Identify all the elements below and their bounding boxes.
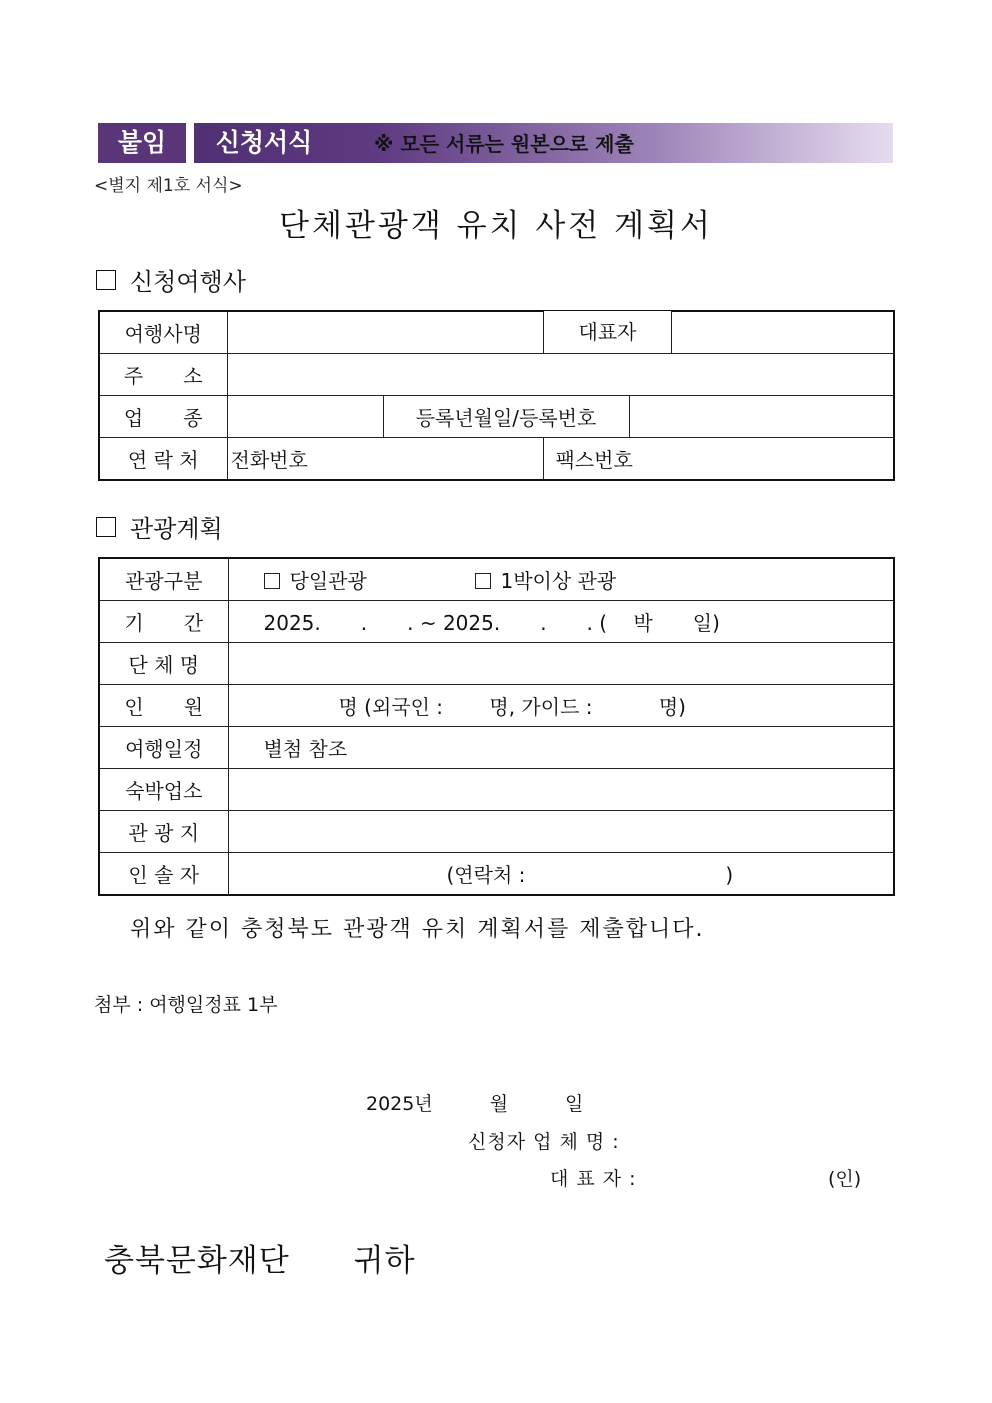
table-row: [99, 558, 894, 601]
representative-field[interactable]: [669, 311, 894, 354]
recipient: 충북문화재단 귀하: [104, 1243, 416, 1279]
agency-table: [98, 310, 895, 481]
table-row: [99, 311, 894, 354]
period-field[interactable]: 2025. . . ~ 2025. . . ( 박 일): [228, 601, 894, 643]
originals-notice: ※ 모든 서류는 원본으로 제출: [374, 132, 634, 156]
day-trip-checkbox[interactable]: [264, 573, 280, 589]
submission-statement: 위와 같이 충청북도 관광객 유치 계획서를 제출합니다.: [130, 917, 705, 942]
group-name-field[interactable]: [228, 643, 894, 685]
itinerary-label: 여행일정: [99, 727, 228, 769]
overnight-option[interactable]: [475, 569, 617, 593]
business-type-label: 업 종: [99, 396, 227, 438]
seal-mark: (인): [828, 1168, 862, 1190]
day-trip-label: 당일관광: [289, 569, 367, 593]
fax-label: 팩스번호: [555, 448, 633, 472]
section-agency-heading: [96, 262, 246, 297]
address-field[interactable]: [227, 354, 894, 396]
table-row: [99, 685, 894, 727]
page-title: 단체관광객 유치 사전 계획서: [279, 208, 713, 244]
checkbox-square-icon: [96, 270, 116, 290]
leader-label: 인 솔 자: [99, 853, 228, 896]
phone-label: 전화번호: [230, 448, 308, 472]
fax-field[interactable]: [543, 438, 894, 481]
section-agency-title: 신청여행사: [130, 268, 246, 296]
phone-field[interactable]: [227, 438, 543, 481]
registration-field[interactable]: [629, 396, 894, 438]
lodging-field[interactable]: [228, 769, 894, 811]
members-label: 인 원: [99, 685, 228, 727]
business-type-field[interactable]: [227, 396, 383, 438]
overnight-label: 1박이상 관광: [500, 569, 617, 593]
table-row: [99, 811, 894, 853]
table-row: [99, 727, 894, 769]
date-line: 2025년 월 일: [366, 1093, 584, 1115]
applicant-representative-label: 대 표 자 :: [550, 1168, 637, 1190]
tour-type-label: 관광구분: [99, 558, 228, 601]
table-row: [99, 354, 894, 396]
sights-field[interactable]: [228, 811, 894, 853]
table-row: [99, 853, 894, 896]
tab-divider: [186, 123, 194, 163]
registration-label: 등록년월일/등록번호: [383, 396, 629, 438]
contact-label: 연 락 처: [99, 438, 227, 481]
members-field[interactable]: 명 (외국인 : 명, 가이드 : 명): [228, 685, 894, 727]
table-row: [99, 438, 894, 481]
sights-label: 관 광 지: [99, 811, 228, 853]
agency-name-label: 여행사명: [99, 311, 227, 354]
group-name-label: 단 체 명: [99, 643, 228, 685]
attachment-tab: 붙임: [98, 123, 186, 163]
attachment-note: 첨부 : 여행일정표 1부: [94, 994, 278, 1016]
section-plan-heading: [96, 509, 223, 544]
lodging-label: 숙박업소: [99, 769, 228, 811]
period-label: 기 간: [99, 601, 228, 643]
form-number: <별지 제1호 서식>: [94, 176, 243, 196]
checkbox-square-icon: [96, 517, 116, 537]
tour-type-options: [228, 558, 894, 601]
tour-plan-table: [98, 557, 895, 896]
table-row: [99, 396, 894, 438]
section-plan-title: 관광계획: [130, 515, 223, 543]
applicant-company-label: 신청자 업 체 명 :: [468, 1131, 620, 1153]
leader-field[interactable]: (연락처 : ): [228, 853, 894, 896]
itinerary-field[interactable]: 별첨 참조: [228, 727, 894, 769]
day-trip-option[interactable]: [264, 569, 367, 593]
overnight-checkbox[interactable]: [475, 573, 491, 589]
representative-label: 대표자: [543, 311, 672, 353]
form-tab: 신청서식: [215, 128, 313, 157]
table-row: [99, 769, 894, 811]
address-label: 주 소: [99, 354, 227, 396]
table-row: [99, 643, 894, 685]
table-row: [99, 601, 894, 643]
